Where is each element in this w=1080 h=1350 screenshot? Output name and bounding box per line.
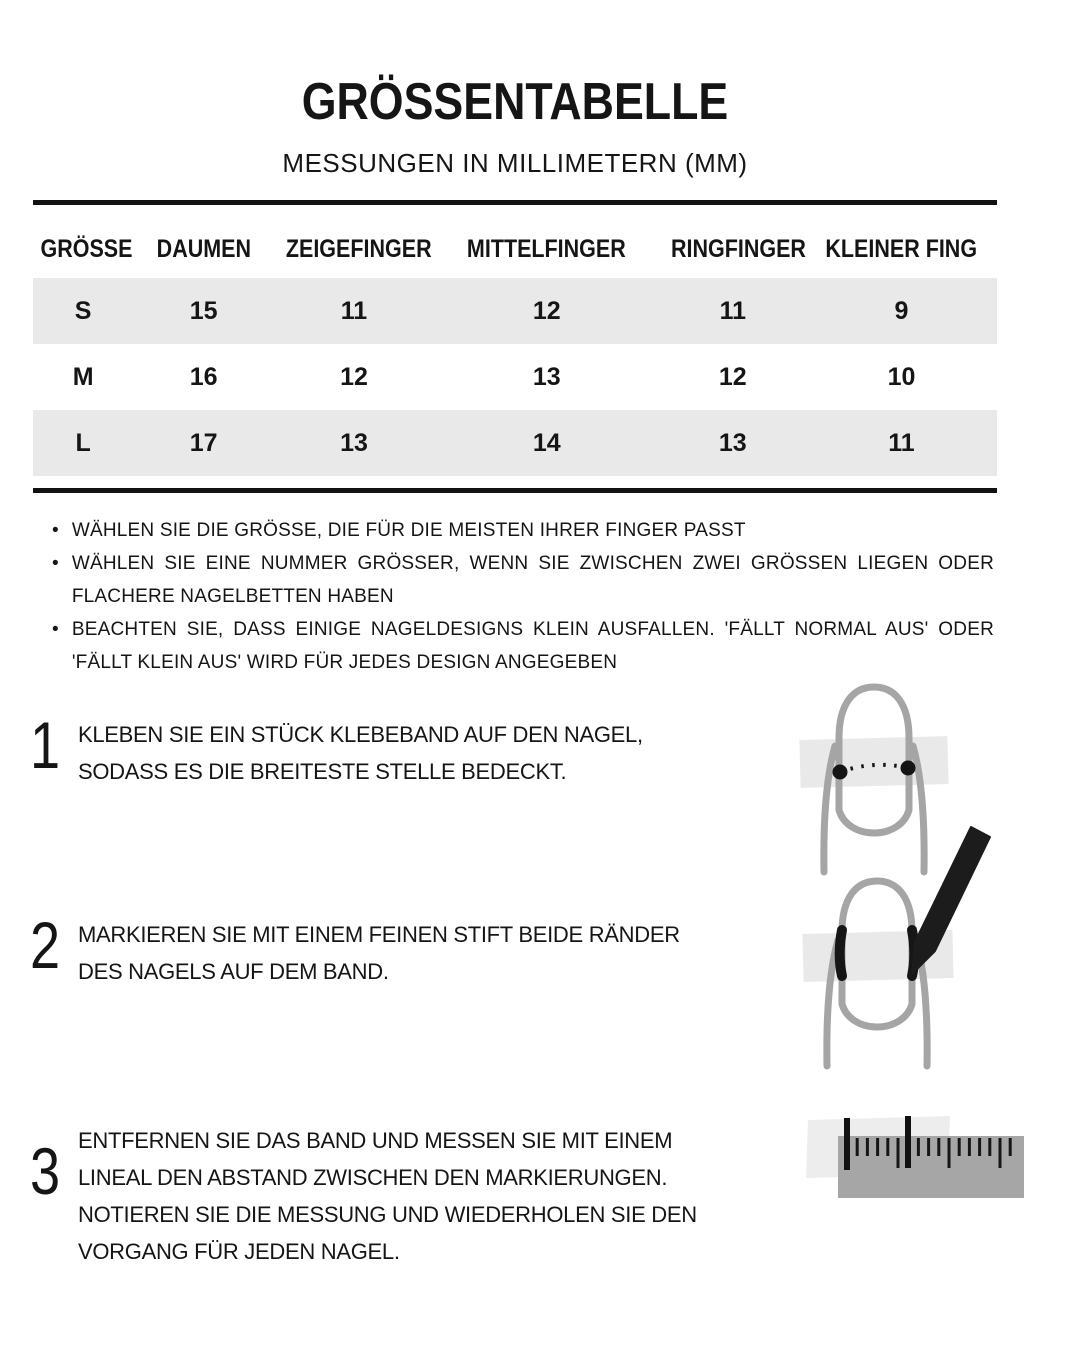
note-item xyxy=(52,514,994,547)
value-cell: 10 xyxy=(887,362,916,391)
col-header-label: MITTELFINGER xyxy=(467,234,627,263)
table-header-row xyxy=(33,220,997,278)
value-cell: 11 xyxy=(719,296,747,325)
page-subtitle-text: MESSUNGEN IN MILLIMETERN (MM) xyxy=(282,148,748,178)
ruler-over-tape-marks-icon xyxy=(798,1112,1026,1208)
value-cell: 13 xyxy=(532,362,561,391)
value-cell: 9 xyxy=(894,296,909,325)
value-cell: 12 xyxy=(718,362,747,391)
step-1-number: 1 xyxy=(30,708,61,782)
sizing-notes-list xyxy=(52,514,994,679)
bottom-rule xyxy=(33,488,997,493)
value-cell: 11 xyxy=(340,296,368,325)
size-table xyxy=(33,220,997,476)
value-cell: 15 xyxy=(189,296,218,325)
col-header-ringfinger xyxy=(660,235,807,264)
step-3-number: 3 xyxy=(30,1134,61,1208)
size-label: S xyxy=(74,296,92,325)
col-header-label: RINGFINGER xyxy=(670,234,806,263)
table-row-m xyxy=(33,344,997,410)
top-rule xyxy=(33,200,997,205)
note-text: • WÄHLEN SIE DIE GRÖSSE, DIE FÜR DIE MEISTEN IHRER FINGER PASST xyxy=(71,520,746,541)
size-label: L xyxy=(75,428,91,457)
col-header-daumen xyxy=(133,235,274,264)
value-cell: 12 xyxy=(532,296,561,325)
note-item xyxy=(52,547,994,613)
value-cell: 17 xyxy=(189,428,218,457)
table-row-l xyxy=(33,410,997,476)
col-header-groesse xyxy=(33,235,133,264)
finger-tape-pen-marks-icon xyxy=(786,824,1002,1070)
note-text: • WÄHLEN SIE EINE NUMMER GRÖSSER, WENN SIE ZWISCHEN ZWEI GRÖSSEN LIEGEN ODER FLACHERE NAGELBETTEN HABEN xyxy=(71,553,994,607)
step-3-text: ENTFERNEN SIE DAS BAND UND MESSEN SIE MIT EINEM LINEAL DEN ABSTAND ZWISCHEN DEN MARKIERUNGEN. NOTIEREN SIE DIE MESSUNG UND WIEDERHOLEN SIE DEN VORGANG FÜR JEDEN NAGEL. xyxy=(78,1128,697,1264)
step-2-text: MARKIEREN SIE MIT EINEM FEINEN STIFT BEIDE RÄNDER DES NAGELS AUF DEM BAND. xyxy=(78,922,680,984)
col-header-label: ZEIGEFINGER xyxy=(285,234,432,263)
page-title-text: GRÖSSENTABELLE xyxy=(301,73,729,131)
value-cell: 13 xyxy=(340,428,368,457)
col-header-kleiner-finger xyxy=(806,235,997,264)
col-header-zeigefinger xyxy=(274,235,434,264)
value-cell: 13 xyxy=(718,428,747,457)
size-label: M xyxy=(72,362,94,391)
note-text: • BEACHTEN SIE, DASS EINIGE NAGELDESIGNS KLEIN AUSFALLEN. 'FÄLLT NORMAL AUS' ODER 'FÄLLT KLEIN AUS' WIRD FÜR JEDES DESIGN ANGEGEBEN xyxy=(71,619,994,673)
step-1-text: KLEBEN SIE EIN STÜCK KLEBEBAND AUF DEN NAGEL, SODASS ES DIE BREITESTE STELLE BEDECKT. xyxy=(78,722,643,784)
col-header-label: KLEINER FING xyxy=(825,234,978,263)
page-title xyxy=(0,72,1030,132)
step-2-number: 2 xyxy=(30,908,61,982)
col-header-label: DAUMEN xyxy=(156,234,251,263)
value-cell: 12 xyxy=(340,362,368,391)
table-row-s xyxy=(33,278,997,344)
value-cell: 16 xyxy=(189,362,218,391)
col-header-label: GRÖSSE xyxy=(40,234,133,263)
page-subtitle xyxy=(0,148,1030,179)
value-cell: 11 xyxy=(888,428,915,457)
col-header-mittelfinger xyxy=(434,235,660,264)
value-cell: 14 xyxy=(532,428,561,457)
